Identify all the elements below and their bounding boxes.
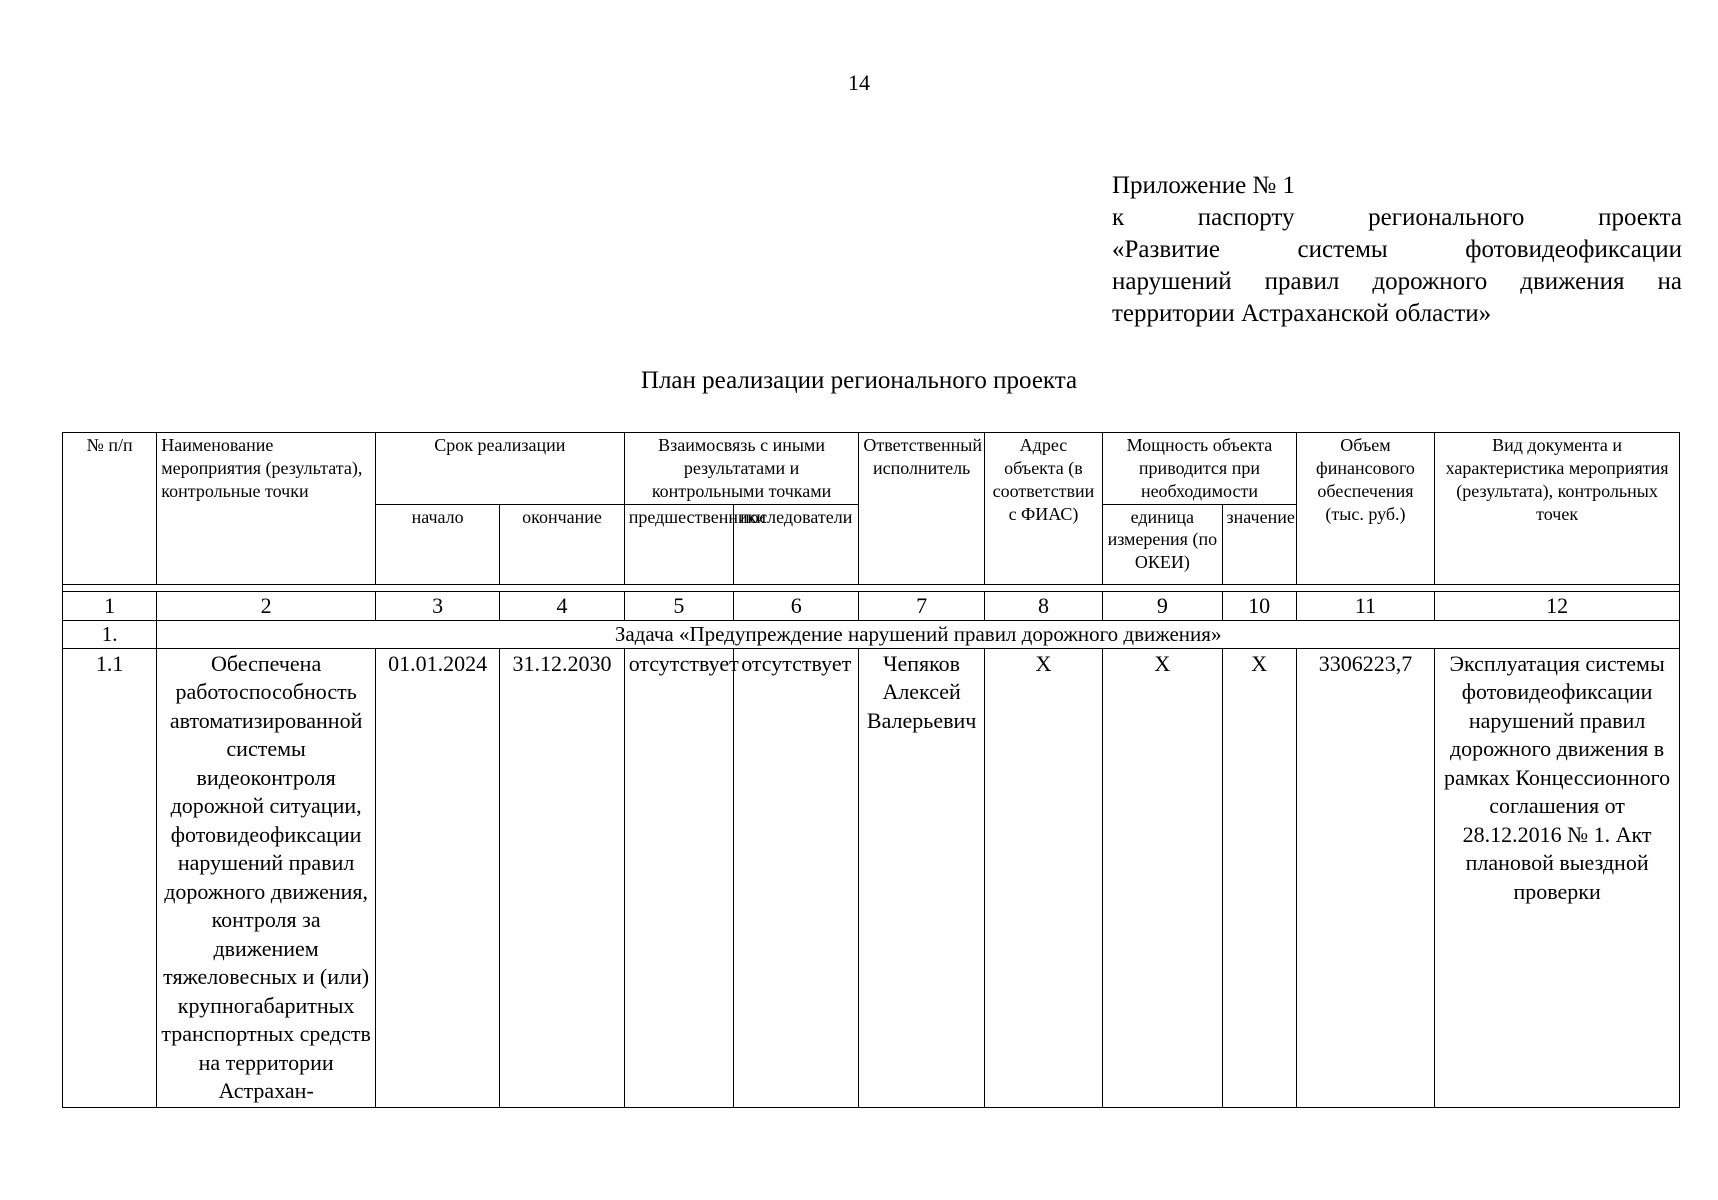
header-capacity-value: значение xyxy=(1222,504,1296,584)
column-number: 2 xyxy=(157,591,376,620)
header-address: Адрес объекта (в соответствии с ФИАС) xyxy=(984,433,1102,585)
header-row-1 xyxy=(63,433,1680,505)
header-term: Срок реализации xyxy=(375,433,624,505)
appendix-line-3: «Развитие системы фотовидеофиксации xyxy=(1112,236,1682,263)
header-capacity-unit: единица измерения (по ОКЕИ) xyxy=(1103,504,1222,584)
column-number: 11 xyxy=(1296,591,1434,620)
row-doc-type: Эксплуатация системы фотовидеофиксации нарушений правил дорожного движения в рамках Концессионного соглашения от 28.12.2016 № 1. Акт плановой выездной проверки xyxy=(1435,648,1680,1107)
plan-table xyxy=(62,432,1680,1108)
header-links-next: последователи xyxy=(734,504,859,584)
header-responsible: Ответственный исполнитель xyxy=(859,433,984,585)
column-number: 7 xyxy=(859,591,984,620)
row-number: 1.1 xyxy=(63,648,157,1107)
row-unit: Х xyxy=(1103,648,1222,1107)
column-number: 6 xyxy=(734,591,859,620)
column-number-row xyxy=(63,591,1680,620)
column-number: 5 xyxy=(624,591,733,620)
page-number: 14 xyxy=(848,70,870,95)
row-value: Х xyxy=(1222,648,1296,1107)
task-row xyxy=(63,620,1680,648)
column-number: 8 xyxy=(984,591,1102,620)
row-address: Х xyxy=(984,648,1102,1107)
plan-title: План реализации регионального проекта xyxy=(640,367,1078,394)
appendix-line-5: территории Астраханской области» xyxy=(1112,300,1492,327)
column-number: 10 xyxy=(1222,591,1296,620)
column-number: 9 xyxy=(1103,591,1222,620)
row-volume: 3306223,7 xyxy=(1296,648,1434,1107)
header-links: Взаимосвязь с иными результатами и контрольными точками xyxy=(624,433,859,505)
task-text: Задача «Предупреждение нарушений правил дорожного движения» xyxy=(157,620,1680,648)
header-capacity: Мощность объекта приводится при необходимости xyxy=(1103,433,1297,505)
row-start: 01.01.2024 xyxy=(375,648,499,1107)
column-number: 4 xyxy=(500,591,624,620)
row-successors: отсутствует xyxy=(734,648,859,1107)
table-row xyxy=(63,648,1680,1107)
column-number: 12 xyxy=(1435,591,1680,620)
row-predecessors: отсутствует xyxy=(624,648,733,1107)
header-volume: Объем финансового обеспечения (тыс. руб.) xyxy=(1296,433,1434,585)
row-responsible: Чепяков Алексей Валерьевич xyxy=(859,648,984,1107)
row-name: Обеспечена работоспособность автоматизированной системы видеоконтроля дорожной ситуации, фотовидеофиксации нарушений правил дорожного движения, контроля за движением тяжеловесных и (или) крупногабаритных транспортных средств на территории Астрахан- xyxy=(157,648,376,1107)
appendix-block xyxy=(1112,170,1682,330)
header-number: № п/п xyxy=(63,433,157,585)
header-gap xyxy=(63,584,1680,591)
column-number: 1 xyxy=(63,591,157,620)
column-number: 3 xyxy=(375,591,499,620)
appendix-line-4: нарушений правил дорожного движения на xyxy=(1112,268,1682,295)
appendix-line-1: Приложение № 1 xyxy=(1112,172,1296,199)
appendix-line-2: к паспорту регионального проекта xyxy=(1112,204,1682,231)
header-term-end: окончание xyxy=(500,504,624,584)
header-name: Наименование мероприятия (результата), контрольные точки xyxy=(157,433,376,585)
header-term-start: начало xyxy=(375,504,499,584)
row-end: 31.12.2030 xyxy=(500,648,624,1107)
header-links-prev: предшественники xyxy=(624,504,733,584)
header-doc-type: Вид документа и характеристика мероприятия (результата), контрольных точек xyxy=(1435,433,1680,585)
task-number: 1. xyxy=(63,620,157,648)
gap-cell xyxy=(63,584,1680,591)
